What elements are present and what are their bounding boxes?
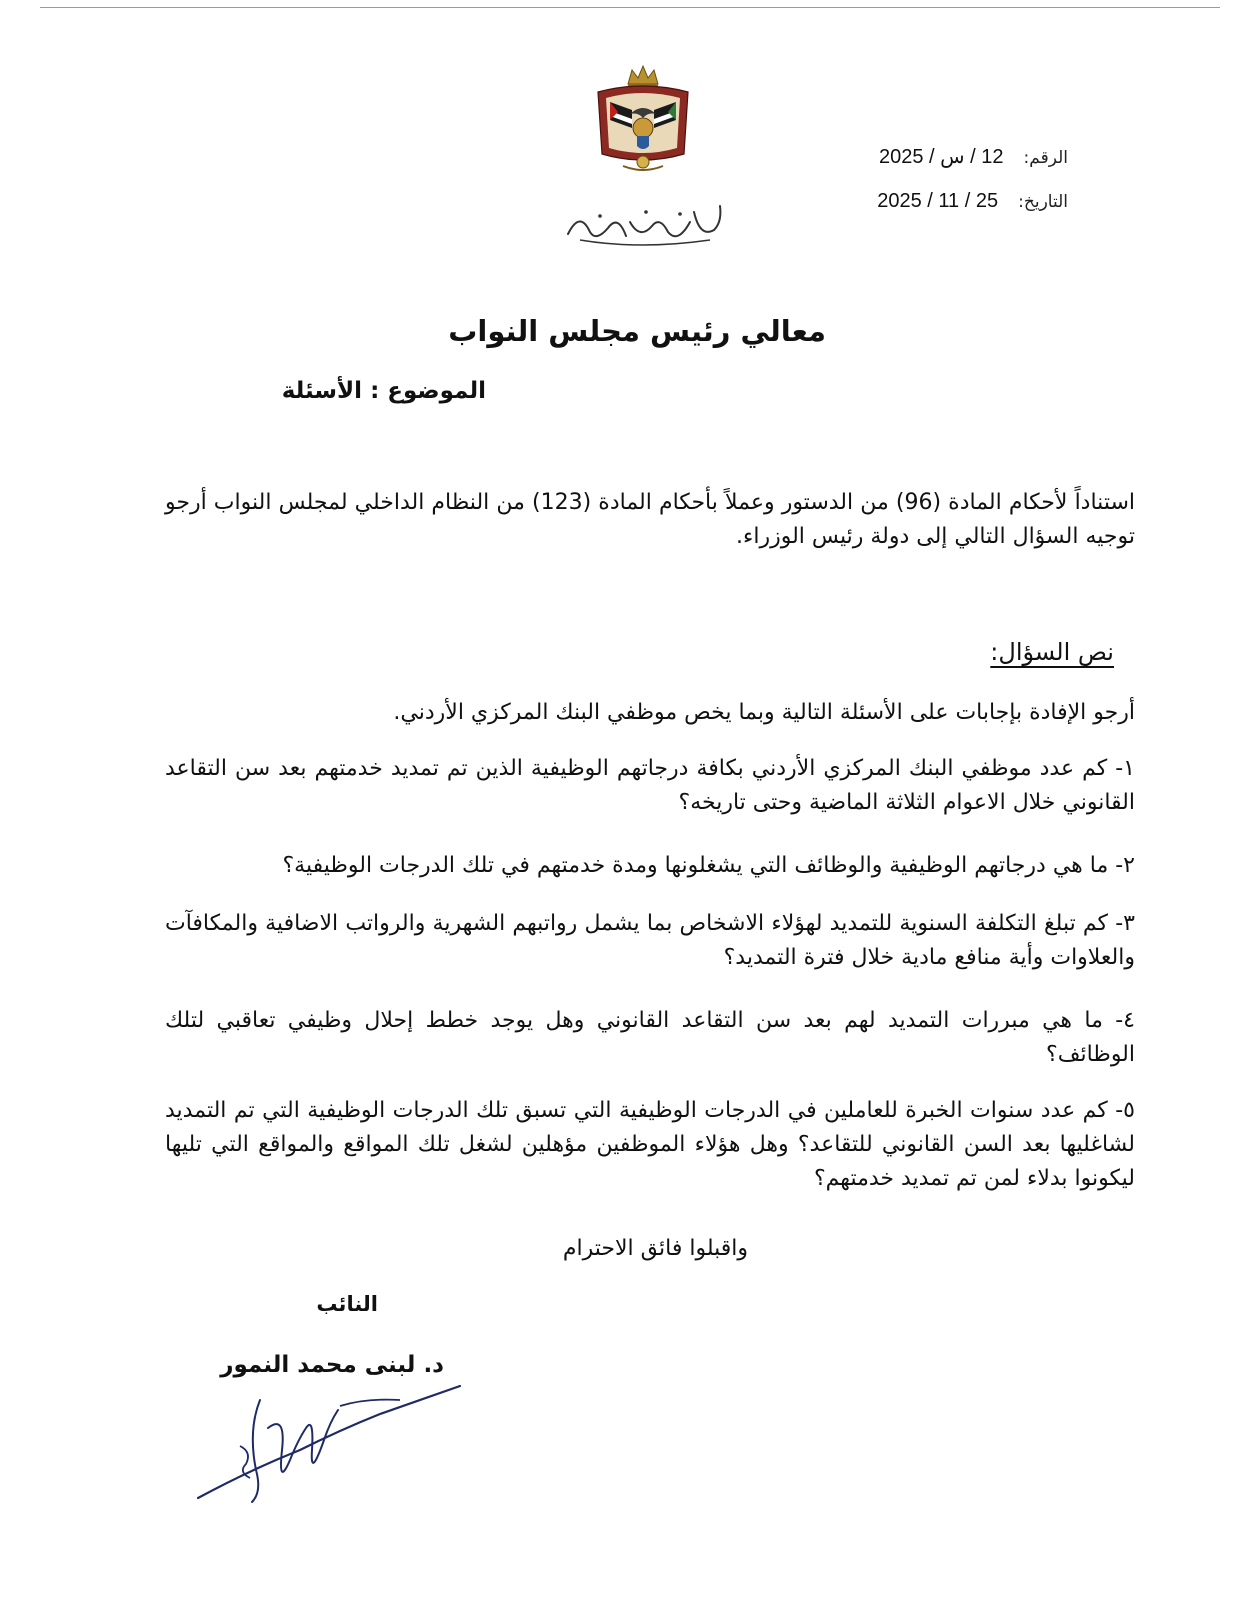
handwritten-signature	[190, 1370, 470, 1520]
letter-date	[877, 190, 1068, 213]
date-value: 25 / 11 / 2025	[877, 190, 999, 212]
question-item-2: ٢- ما هي درجاتهم الوظيفية والوظائف التي يشغلونها ومدة خدمتهم في تلك الدرجات الوظيفية؟	[282, 853, 1135, 878]
addressee-heading: معالي رئيس مجلس النواب	[448, 314, 826, 348]
subject-line: الموضوع : الأسئلة	[281, 378, 486, 404]
question-preface: أرجو الإفادة بإجابات على الأسئلة التالية وبما يخص موظفي البنك المركزي الأردني.	[393, 700, 1135, 725]
reference-value: 12 / س / 2025	[878, 146, 1004, 168]
question-item-5: ٥- كم عدد سنوات الخبرة للعاملين في الدرجات الوظيفية التي تسبق تلك الدرجات الوظيفية التي تم التمديد لشاغليها بعد السن القانوني للتقاعد؟ وهل هؤلاء الموظفين مؤهلين لشغل تلك المواقع والمواقع التي تليها ليكونوا بدلاء لمن تم تمديد خدمتهم؟	[165, 1098, 1135, 1192]
signatory-name: د. لبنى محمد النمور	[220, 1352, 444, 1378]
scan-edge-line	[40, 7, 1220, 8]
question-item-3: ٣- كم تبلغ التكلفة السنوية للتمديد لهؤلاء الاشخاص بما يشمل رواتبهم الشهرية والرواتب الاضافية والمكافآت والعلاوات وأية منافع مادية خلال فترة التمديد؟	[165, 911, 1135, 971]
signatory-title: النائب	[316, 1292, 378, 1316]
question-item-1: ١- كم عدد موظفي البنك المركزي الأردني بكافة درجاتهم الوظيفية الذين تم تمديد خدمتهم بعد سن التقاعد القانوني خلال الاعوام الثلاثة الماضية وحتى تاريخه؟	[165, 756, 1135, 816]
reference-number	[879, 144, 1068, 169]
coat-of-arms-emblem	[588, 62, 698, 182]
question-heading: نص السؤال:	[990, 638, 1114, 666]
date-label: التاريخ:	[1018, 192, 1068, 212]
question-item-4: ٤- ما هي مبررات التمديد لهم بعد سن التقاعد القانوني وهل يوجد خطط إحلال وظيفي تعاقبي لتلك الوظائف؟	[165, 1008, 1135, 1068]
intro-paragraph: استناداً لأحكام المادة (96) من الدستور وعملاً بأحكام المادة (123) من النظام الداخلي لمجلس النواب أرجو توجيه السؤال التالي إلى دولة رئيس الوزراء.	[165, 490, 1136, 550]
reference-label: الرقم:	[1023, 148, 1068, 168]
council-calligraphy-logo	[560, 192, 730, 252]
closing-line: واقبلوا فائق الاحترام	[562, 1236, 748, 1261]
